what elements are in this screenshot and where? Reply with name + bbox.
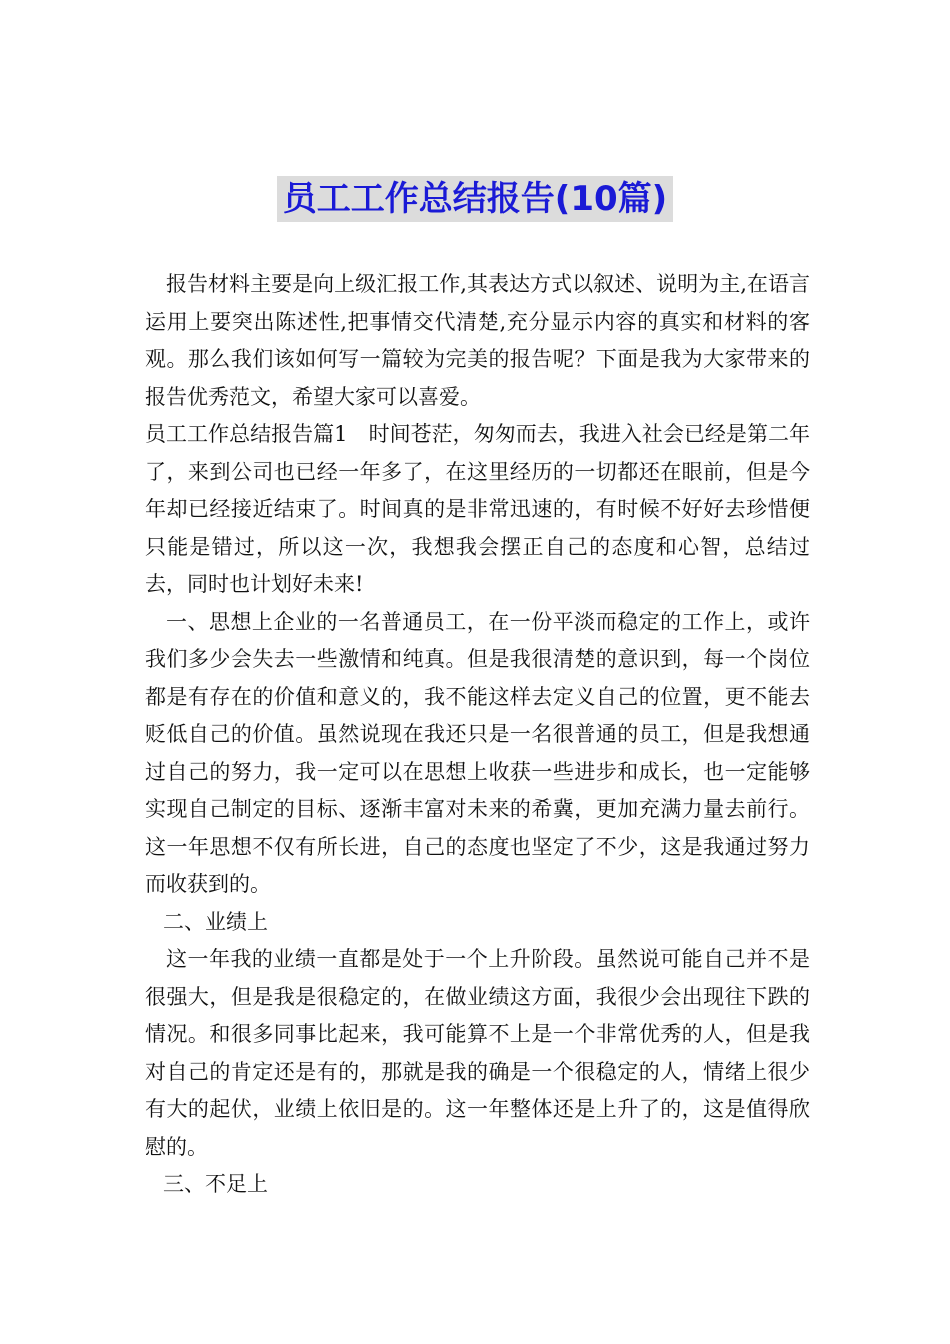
intro-paragraph: 报告材料主要是向上级汇报工作,其表达方式以叙述、说明为主,在语言运用上要突出陈述性,把事情交代清楚,充分显示内容的真实和材料的客观。那么我们该如何写一篇较为完美的报告呢？下面是我为大家带来的报告优秀范文，希望大家可以喜爱。 [145, 272, 810, 409]
title-container [0, 176, 950, 222]
document-body [145, 266, 810, 1204]
shortcomings-heading: 三、不足上 [163, 1172, 268, 1196]
section-1-paragraph: 员工工作总结报告篇1 时间苍茫，匆匆而去，我进入社会已经是第二年了，来到公司也已经一年多了，在这里经历的一切都还在眼前，但是今年却已经接近结束了。时间真的是非常迅速的，有时候不好好去珍惜便只能是错过，所以这一次，我想我会摆正自己的态度和心智，总结过去，同时也计划好未来! [145, 422, 810, 596]
document-title: 员工工作总结报告(10篇) [277, 176, 673, 222]
performance-paragraph: 这一年我的业绩一直都是处于一个上升阶段。虽然说可能自己并不是很强大，但是我是很稳定的，在做业绩这方面，我很少会出现往下跌的情况。和很多同事比起来，我可能算不上是一个非常优秀的人，但是我对自己的肯定还是有的，那就是我的确是一个很稳定的人，情绪上很少有大的起伏，业绩上依旧是的。这一年整体还是上升了的，这是值得欣慰的。 [145, 947, 810, 1159]
thought-paragraph: 一、思想上企业的一名普通员工，在一份平淡而稳定的工作上，或许我们多少会失去一些激情和纯真。但是我很清楚的意识到，每一个岗位都是有存在的价值和意义的，我不能这样去定义自己的位置，更不能去贬低自己的价值。虽然说现在我还只是一名很普通的员工，但是我想通过自己的努力，我一定可以在思想上收获一些进步和成长，也一定能够实现自己制定的目标、逐渐丰富对未来的希冀，更加充满力量去前行。这一年思想不仅有所长进，自己的态度也坚定了不少，这是我通过努力而收获到的。 [145, 609, 810, 896]
performance-heading: 二、业绩上 [163, 909, 268, 934]
